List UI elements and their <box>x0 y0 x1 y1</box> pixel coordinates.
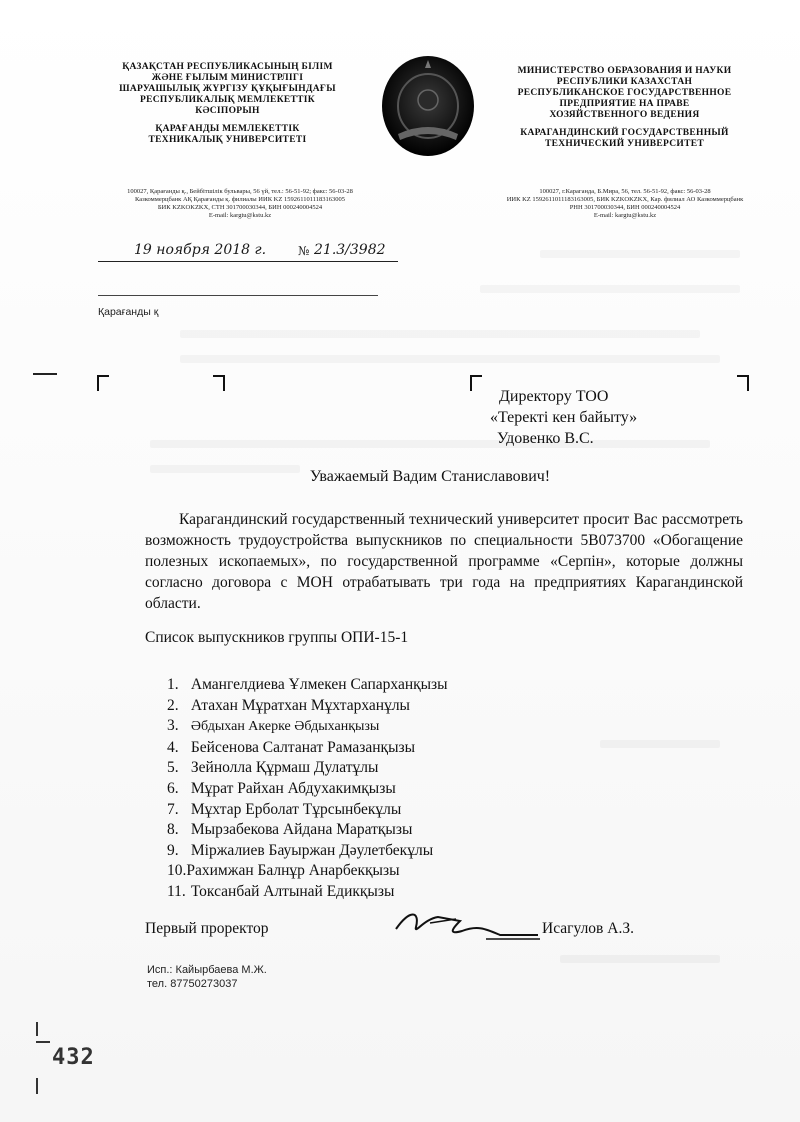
header-kz-line: КӘСІПОРЫН <box>195 106 260 116</box>
list-item: 8. Мырзабекова Айдана Маратқызы <box>167 821 413 839</box>
emblem-icon <box>378 54 478 162</box>
addressee-name: Удовенко В.С. <box>497 430 594 447</box>
header-ru-line: ХОЗЯЙСТВЕННОГО ВЕДЕНИЯ <box>549 110 700 120</box>
letter-number: 21.3/3982 <box>314 242 386 258</box>
corner-mark <box>737 375 749 391</box>
address-line: ИИК KZ 1592611011183163005, БИК KZKOKZKX, Кар. филиал АО Казкоммерцбанк <box>506 196 744 203</box>
corner-mark <box>97 375 109 391</box>
header-ru-line: МИНИСТЕРСТВО ОБРАЗОВАНИЯ И НАУКИ <box>517 66 732 76</box>
page-number: 432 <box>52 1045 95 1070</box>
address-line: РНН 301700030344, БИН 000240004524 <box>569 204 681 211</box>
address-line: 100027, г.Караганда, Б.Мира, 56, тел. 56-51-92, факс: 56-03-28 <box>539 188 711 195</box>
list-item: 1. Амангелдиева Ұлмекен Сапарханқызы <box>167 676 448 693</box>
list-item: 3. Әбдыхан Акерке Әбдыханқызы <box>167 717 380 735</box>
address-russian <box>480 188 770 220</box>
date-number-line <box>98 242 398 264</box>
list-item: 11. Токсанбай Алтынай Едикқызы <box>167 882 395 900</box>
margin-mark <box>36 1041 50 1043</box>
list-title: Список выпускников группы ОПИ-15-1 <box>145 629 409 646</box>
executor-phone: тел. 87750273037 <box>147 978 238 990</box>
list-item: 5. Зейнолла Құрмаш Дулатұлы <box>167 759 379 777</box>
body-paragraph: Карагандинский государственный технический университет просит Вас рассмотреть возможность трудоустройства выпускников по специальности 5В073700 «Обогащение полезных ископаемых», по государственной программе «Серпін», которые должны согласно договора с МОН отрабатывать три года на предприятиях Карагандинской области. <box>145 511 743 612</box>
city-label: Қарағанды қ <box>98 306 159 318</box>
header-kz-line: ЖӘНЕ ҒЫЛЫМ МИНИСТРЛІГІ <box>151 73 304 83</box>
signature-icon <box>390 905 540 945</box>
header-kz-line: ҚАЗАҚСТАН РЕСПУБЛИКАСЫНЫҢ БІЛІМ <box>122 62 333 72</box>
address-line: E-mail: kargtu@kstu.kz <box>208 212 272 219</box>
addressee-block <box>490 386 637 449</box>
header-kz-line: ТЕХНИКАЛЫҚ УНИВЕРСИТЕТІ <box>148 135 307 145</box>
executor-name: Исп.: Кайырбаева М.Ж. <box>147 964 267 976</box>
margin-mark <box>36 1022 38 1036</box>
signer-title: Первый проректор <box>145 920 269 937</box>
header-kz-line: РЕСПУБЛИКАЛЫҚ МЕМЛЕКЕТТІК <box>140 95 315 105</box>
list-item: 4. Бейсенова Салтанат Рамазанқызы <box>167 738 416 756</box>
corner-mark <box>213 375 225 391</box>
header-russian <box>492 66 757 150</box>
header-ru-line: РЕСПУБЛИКИ КАЗАХСТАН <box>556 77 693 87</box>
number-label: № <box>298 244 310 258</box>
header-ru-line: ПРЕДПРИЯТИЕ НА ПРАВЕ <box>559 99 690 109</box>
address-line: БИК KZKOKZKX, СТН 301700030344, БИН 000240004524 <box>157 204 323 211</box>
header-kz-line: ҚАРАҒАНДЫ МЕМЛЕКЕТТІК <box>155 124 300 134</box>
address-line: E-mail: kargtu@kstu.kz <box>593 212 657 219</box>
executor-block <box>147 963 267 991</box>
list-item: 2. Атахан Мұратхан Мұхтарханұлы <box>167 696 410 714</box>
header-ru-line: ТЕХНИЧЕСКИЙ УНИВЕРСИТЕТ <box>544 139 705 149</box>
addressee-position: Директору ТОО <box>499 388 609 405</box>
addressee-company: «Теректі кен байыту» <box>490 409 638 426</box>
header-kz-line: ШАРУАШЫЛЫҚ ЖҮРГІЗУ ҚҰҚЫҒЫНДАҒЫ <box>119 84 336 94</box>
letter-date: 19 ноября 2018 г. <box>134 242 267 258</box>
header-ru-line: КАРАГАНДИНСКИЙ ГОСУДАРСТВЕННЫЙ <box>520 128 729 138</box>
list-item: 7. Мұхтар Ерболат Тұрсынбекұлы <box>167 800 402 818</box>
signer-name: Исагулов А.З. <box>542 920 634 937</box>
graduates-list <box>167 675 448 903</box>
list-item: 9. Міржалиев Бауыржан Дәулетбекұлы <box>167 841 434 859</box>
list-item: 10.Рахимжан Балнұр Анарбекқызы <box>167 862 400 880</box>
address-kazakh <box>95 188 385 220</box>
header-kazakh <box>95 62 360 146</box>
header-ru-line: РЕСПУБЛИКАНСКОЕ ГОСУДАРСТВЕННОЕ <box>517 88 732 98</box>
address-line: Казкоммерцбанк АҚ Қарағанды қ. филиалы ИИК KZ 1592611011183163005 <box>135 196 345 203</box>
address-line: 100027, Қарағанды қ., Бейбітшілік бульвары, 56 үй, тел.: 56-51-92; факс: 56-03-28 <box>127 188 353 195</box>
list-item: 6. Мұрат Райхан Абдухакимқызы <box>167 779 396 797</box>
salutation: Уважаемый Вадим Станиславович! <box>309 468 551 485</box>
margin-mark <box>33 373 57 375</box>
corner-mark <box>470 375 482 391</box>
divider <box>98 295 378 296</box>
margin-mark <box>36 1078 38 1094</box>
